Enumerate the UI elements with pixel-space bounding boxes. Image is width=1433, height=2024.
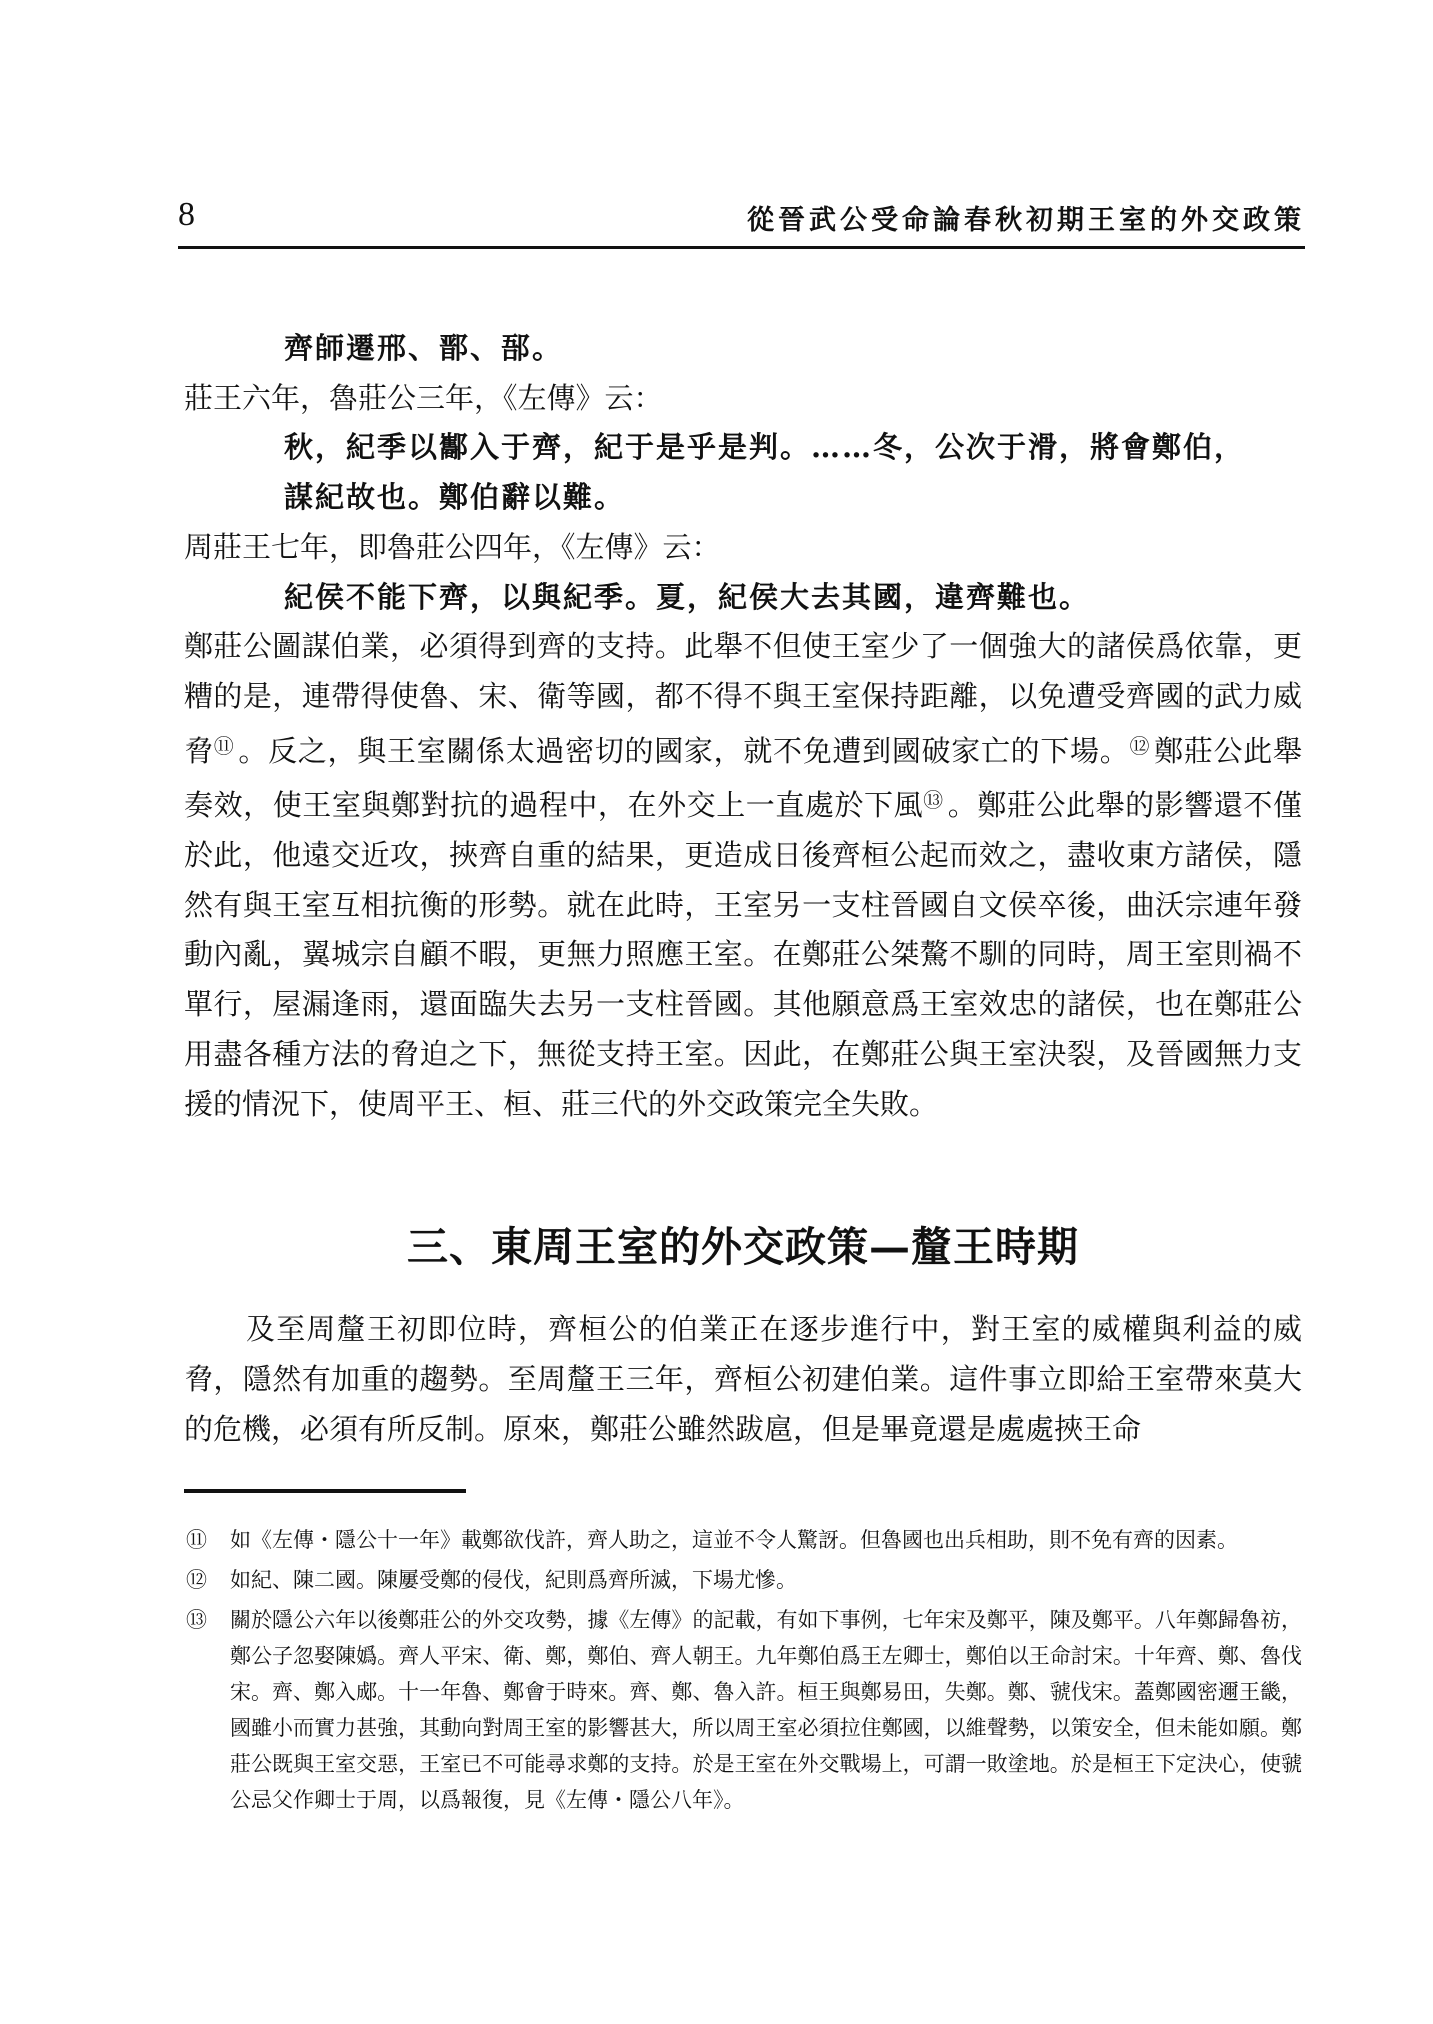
note-ref-13: ⑬	[923, 788, 944, 813]
quote-3: 紀侯不能下齊，以與紀季。夏，紀侯大去其國，違齊難也。	[284, 579, 1091, 614]
page-number: 8	[178, 196, 195, 233]
footnote-11	[184, 1522, 1302, 1558]
footnote-text: 如紀、陳二國。陳屢受鄭的侵伐，紀則爲齊所滅，下場尤慘。	[230, 1568, 797, 1592]
paragraph-1-d: 。鄭莊公此舉的影響還不僅於此，他遠交近攻，挾齊自重的結果，更造成日後齊桓公起而效之，盡收東方諸侯，隱然有與王室互相抗衡的形勢。就在此時，王室另一支柱晉國自文侯卒後，曲沃宗連年發動內亂，翼城宗自顧不暇，更無力照應王室。在鄭莊公桀驁不馴的同時，周王室則禍不單行，屋漏逢雨，還面臨失去另一支柱晉國。其他願意爲王室效忠的諸侯，也在鄭莊公用盡各種方法的脅迫之下，無從支持王室。因此，在鄭莊公與王室決裂，及晉國無力支援的情況下，使周平王、桓、莊三代的外交政策完全失敗。	[184, 788, 1302, 1121]
paragraph-1-b: 。反之，與王室關係太過密切的國家，就不免遭到國破家亡的下場。	[238, 733, 1130, 768]
footnote-text: 關於隱公六年以後鄭莊公的外交攻勢，據《左傳》的記載，有如下事例，七年宋及鄭平，陳及鄭平。八年鄭歸魯祊，鄭公子忽娶陳嬀。齊人平宋、衛、鄭，鄭伯、齊人朝王。九年鄭伯爲王左卿士，鄭伯以王命討宋。十年齊、鄭、魯伐宋。齊、鄭入郕。十一年魯、鄭會于時來。齊、鄭、魯入許。桓王與鄭易田，失鄭。鄭、虢伐宋。蓋鄭國密邇王畿，國雖小而實力甚強，其動向對周王室的影響甚大，所以周王室必須拉住鄭國，以維聲勢，以策安全，但未能如願。鄭莊公既與王室交惡，王室已不可能尋求鄭的支持。於是王室在外交戰場上，可謂一敗塗地。於是桓王下定決心，使虢公忌父作卿士于周，以爲報復，見《左傳・隱公八年》。	[230, 1608, 1302, 1812]
lead-3: 周莊王七年，即魯莊公四年，《左傳》云：	[184, 529, 721, 564]
paragraph-1-a: 鄭莊公圖謀伯業，必須得到齊的支持。此舉不但使王室少了一個強大的諸侯爲依靠，更糟的是，連帶得使魯、宋、衛等國，都不得不與王室保持距離，以免遭受齊國的武力威脅	[184, 629, 1302, 768]
quote-2b: 謀紀故也。鄭伯辭以難。	[284, 480, 626, 515]
header-rule	[178, 246, 1305, 249]
footnote-text: 如《左傳・隱公十一年》載鄭欲伐許，齊人助之，這並不令人驚訝。但魯國也出兵相助，則不免有齊的因素。	[230, 1528, 1238, 1552]
footnote-rule	[184, 1489, 466, 1493]
running-title: 從晉武公受命論春秋初期王室的外交政策	[747, 205, 1305, 236]
footnote-marker: ⑬	[186, 1608, 207, 1632]
paragraph-2: 及至周釐王初即位時，齊桓公的伯業正在逐步進行中，對王室的威權與利益的威脅，隱然有加重的趨勢。至周釐王三年，齊桓公初建伯業。這件事立即給王室帶來莫大的危機，必須有所反制。原來，鄭莊公雖然跋扈，但是畢竟還是處處挾王命	[184, 1312, 1302, 1446]
lead-2: 莊王六年，魯莊公三年，《左傳》云：	[184, 380, 663, 415]
paragraph-1	[184, 622, 1302, 1129]
note-ref-12: ⑫	[1129, 733, 1151, 758]
note-ref-11: ⑪	[213, 733, 235, 758]
footnote-13	[184, 1602, 1302, 1818]
footnote-12	[184, 1562, 1302, 1598]
footnote-marker: ⑫	[186, 1568, 207, 1592]
footnotes	[184, 1522, 1302, 1822]
footnote-marker: ⑪	[186, 1528, 207, 1552]
section-title: 三、東周王室的外交政策—釐王時期	[407, 1223, 1079, 1272]
page-header	[178, 196, 1305, 240]
paragraph-1-c: 鄭莊公此舉奏效，使王室與鄭對抗的過程中，在外交上一直處於下風	[184, 733, 1302, 823]
main-text	[184, 324, 1302, 1454]
quote-2a: 秋，紀季以酅入于齊，紀于是乎是判。……冬，公次于滑，將會鄭伯，	[284, 430, 1246, 465]
quote-1: 齊師遷邢、鄑、郚。	[284, 331, 564, 365]
